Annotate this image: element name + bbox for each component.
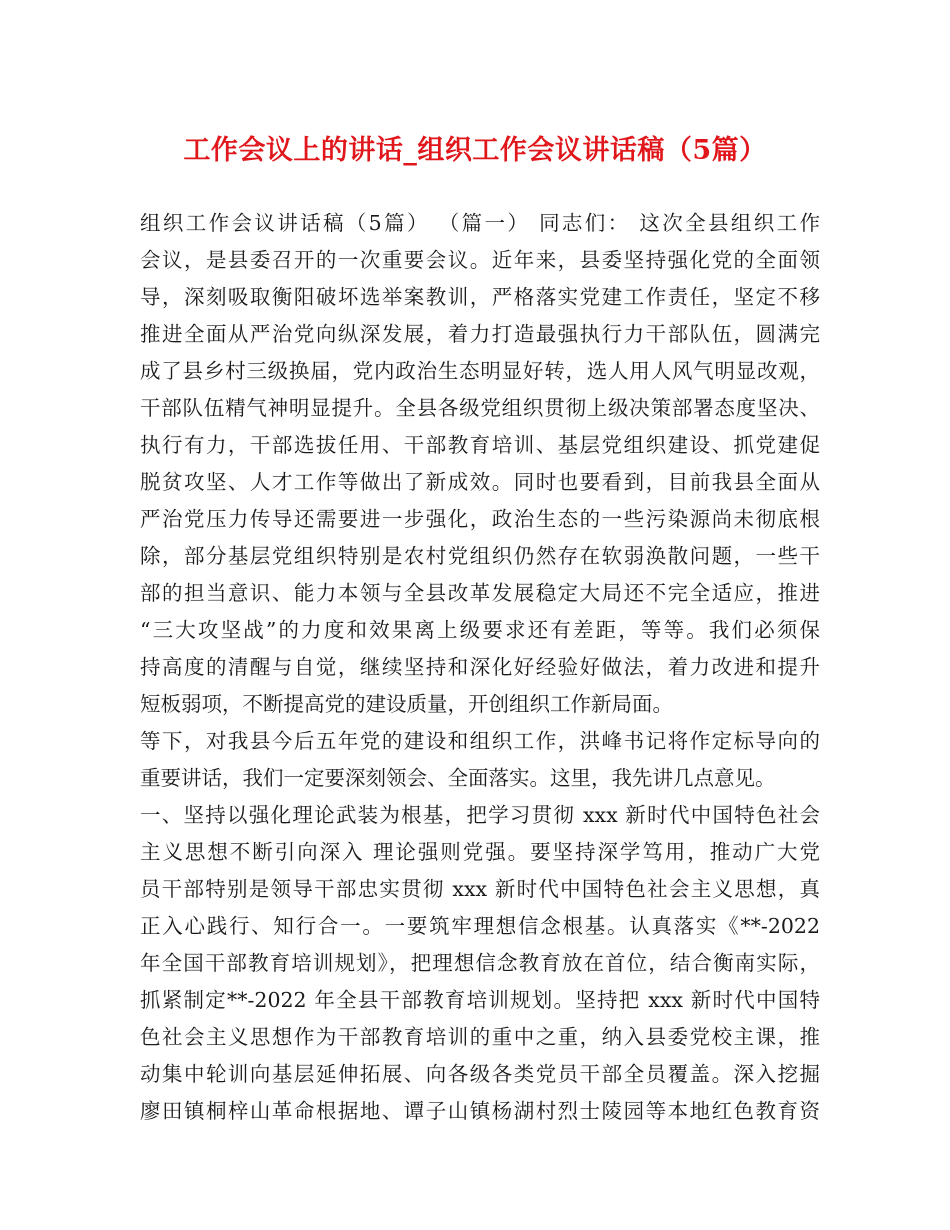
document-title: 工作会议上的讲话_组织工作会议讲话稿（5篇） — [183, 135, 767, 166]
body-line: 成了县乡村三级换届，党内政治生态明显好转，选人用人风气明显改观， — [140, 359, 820, 383]
document-body — [140, 205, 820, 1130]
body-line: 员干部特别是领导干部忠实贯彻 xxx 新时代中国特色社会主义思想，真 — [140, 877, 820, 901]
body-line: 等下，对我县今后五年党的建设和组织工作，洪峰书记将作定标导向的 — [140, 729, 820, 753]
body-line: 会议，是县委召开的一次重要会议。近年来，县委坚持强化党的全面领 — [140, 248, 820, 272]
body-line: 重要讲话，我们一定要深刻领会、全面落实。这里，我先讲几点意见。 — [140, 766, 776, 790]
body-line: 短板弱项，不断提高党的建设质量，开创组织工作新局面。 — [140, 692, 673, 716]
body-line: 脱贫攻坚、人才工作等做出了新成效。同时也要看到，目前我县全面从 — [140, 470, 820, 494]
body-line: 主义思想不断引向深入 理论强则党强。要坚持深学笃用，推动广大党 — [140, 840, 820, 864]
body-line: 动集中轮训向基层延伸拓展、向各级各类党员干部全员覆盖。深入挖掘 — [140, 1062, 820, 1086]
body-line: 一、坚持以强化理论武装为根基，把学习贯彻 xxx 新时代中国特色社会 — [140, 803, 820, 827]
body-line: 执行有力，干部选拔任用、干部教育培训、基层党组织建设、抓党建促 — [140, 433, 820, 457]
body-line: 除，部分基层党组织特别是农村党组织仍然存在软弱涣散问题，一些干 — [140, 544, 820, 568]
body-line: 组织工作会议讲话稿（5篇） （篇一） 同志们： 这次全县组织工作 — [140, 211, 820, 235]
body-line: 推进全面从严治党向纵深发展，着力打造最强执行力干部队伍，圆满完 — [140, 322, 820, 346]
body-line: 严治党压力传导还需要进一步强化，政治生态的一些污染源尚未彻底根 — [140, 507, 820, 531]
body-line: 廖田镇桐梓山革命根据地、谭子山镇杨湖村烈士陵园等本地红色教育资 — [140, 1099, 820, 1123]
body-line: 持高度的清醒与自觉，继续坚持和深化好经验好做法，着力改进和提升 — [140, 655, 820, 679]
body-line: 部的担当意识、能力本领与全县改革发展稳定大局还不完全适应，推进 — [140, 581, 820, 605]
body-line: 导，深刻吸取衡阳破坏选举案教训，严格落实党建工作责任，坚定不移 — [140, 285, 820, 309]
body-line: 干部队伍精气神明显提升。全县各级党组织贯彻上级决策部署态度坚决、 — [140, 396, 820, 420]
body-line: “三大攻坚战”的力度和效果离上级要求还有差距，等等。我们必须保 — [140, 618, 820, 642]
body-line: 抓紧制定**-2022 年全县干部教育培训规划。坚持把 xxx 新时代中国特 — [140, 988, 820, 1012]
body-line: 正入心践行、知行合一。一要筑牢理想信念根基。认真落实《**-2022 — [140, 914, 820, 938]
body-line: 色社会主义思想作为干部教育培训的重中之重，纳入县委党校主课，推 — [140, 1025, 820, 1049]
body-line: 年全国干部教育培训规划》，把理想信念教育放在首位，结合衡南实际， — [140, 951, 820, 975]
